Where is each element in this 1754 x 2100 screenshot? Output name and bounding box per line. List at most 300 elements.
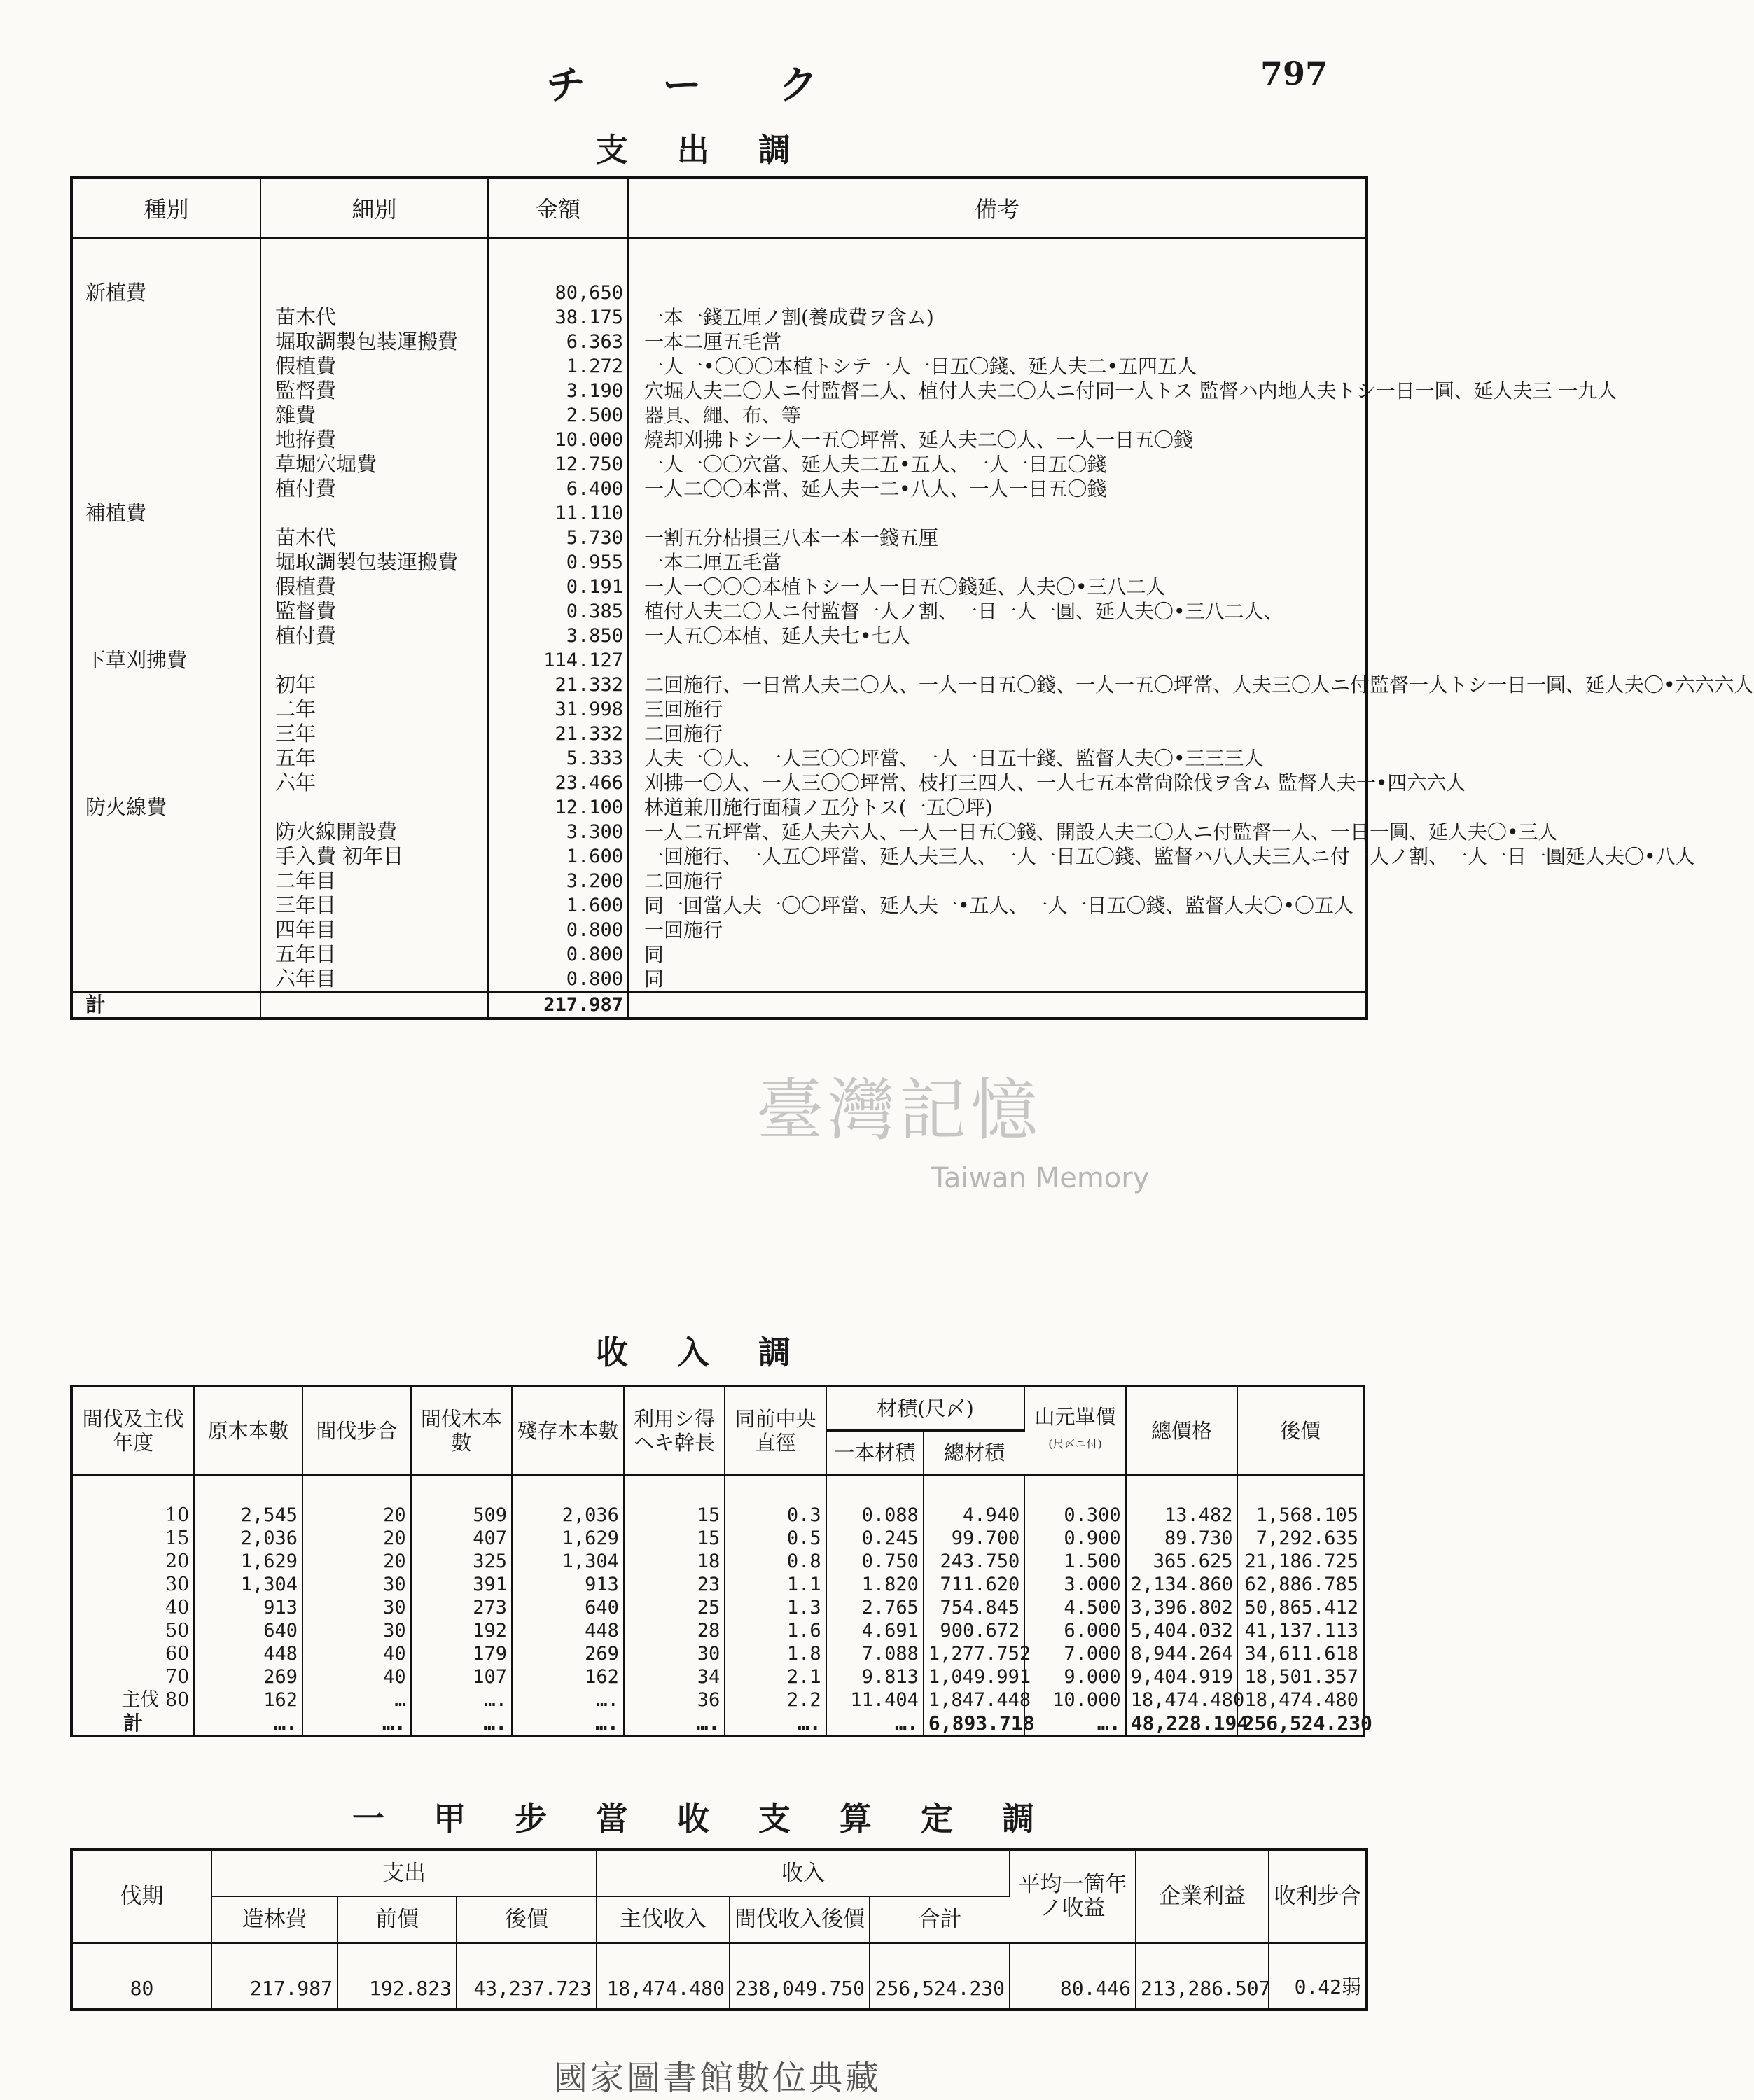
income-cell: 5,404.032 <box>1126 1619 1238 1642</box>
category-cell: 防火線費 <box>71 795 260 820</box>
income-cell: 21,186.725 <box>1244 1550 1358 1572</box>
summary-cell: 213,286.507 <box>1136 1943 1269 2010</box>
expense-row <box>71 599 1367 624</box>
income-cell: 20 <box>71 1550 194 1573</box>
note-cell: 一割五分枯損三八本一本一錢五厘 <box>644 526 939 550</box>
income-cell: 448 <box>512 1619 624 1642</box>
income-cell: 7,292.635 <box>1255 1527 1358 1549</box>
expense-row <box>71 795 1367 820</box>
summary-header-row <box>71 1849 1367 1896</box>
amount-cell: 217.987 <box>488 992 628 1018</box>
income-cell: 1,049.991 <box>924 1665 1024 1688</box>
subcategory-cell: 植付費 <box>260 477 488 501</box>
subcategory-cell: 二年目 <box>260 869 488 893</box>
income-cell: 34 <box>624 1665 725 1688</box>
note-cell: 二回施行 <box>644 722 723 746</box>
col-header: 企業利益 <box>1136 1849 1269 1943</box>
income-cell: 18 <box>624 1550 725 1573</box>
note-cell: 器具、繩、布、等 <box>644 404 802 427</box>
income-cell: 365.625 <box>1126 1550 1238 1573</box>
income-cell: 1.820 <box>826 1573 924 1596</box>
watermark-subtitle: Taiwan Memory <box>931 1162 1150 1194</box>
col-header: 間伐步合 <box>302 1386 411 1475</box>
note-cell <box>628 992 1367 1018</box>
income-cell: 0.900 <box>1024 1527 1125 1550</box>
note-cell: 三回施行 <box>644 698 723 721</box>
income-cell: 2,134.860 <box>1126 1573 1238 1596</box>
income-cell: 99.700 <box>924 1527 1024 1550</box>
note-cell: 穴堀人夫二〇人ニ付監督二人、植付人夫二〇人ニ付同一人トス 監督ハ内地人夫トシ一日一圓、延人夫三 一九人 <box>644 379 1617 402</box>
income-row <box>71 1550 1364 1573</box>
category-cell <box>71 452 260 477</box>
expense-row <box>71 550 1367 575</box>
income-cell: 0.750 <box>826 1550 924 1573</box>
note-cell: 一人二〇〇本當、延人夫一二•八人、一人一日五〇錢 <box>644 477 1107 500</box>
amount-cell: 0.800 <box>488 942 628 967</box>
income-cell: 25 <box>624 1596 725 1619</box>
income-cell: 30 <box>71 1573 194 1596</box>
expense-row <box>71 967 1367 992</box>
subcategory-cell <box>260 992 488 1018</box>
expense-row <box>71 526 1367 550</box>
income-cell: 41,137.113 <box>1244 1620 1358 1642</box>
income-total-cell: …. <box>1024 1712 1125 1736</box>
note-cell: 同 <box>644 967 664 990</box>
income-row <box>71 1619 1364 1642</box>
note-cell: 人夫一〇人、一人三〇〇坪當、一人一日五十錢、監督人夫〇•三三三人 <box>644 747 1264 770</box>
note-cell: 一回施行 <box>644 918 723 941</box>
amount-cell: 5.333 <box>488 746 628 771</box>
summary-table <box>70 1848 1368 2011</box>
col-group-header: 支出 <box>211 1849 597 1896</box>
income-cell: 1,277.752 <box>924 1642 1024 1665</box>
amount-cell: 0.191 <box>488 575 628 599</box>
note-cell: 一本二厘五毛當 <box>644 551 782 574</box>
note-cell: 同一回當人夫一〇〇坪當、延人夫一•五人、一人一日五〇錢、監督人夫〇•〇五人 <box>644 894 1354 917</box>
subcategory-cell: 假植費 <box>260 575 488 599</box>
income-cell: 2,545 <box>194 1475 302 1527</box>
col-header: 主伐收入 <box>597 1896 730 1943</box>
income-cell: 9.000 <box>1024 1665 1125 1688</box>
subcategory-cell <box>260 648 488 673</box>
income-cell: 1,568.105 <box>1255 1504 1358 1526</box>
subcategory-cell: 六年 <box>260 771 488 795</box>
income-cell: …. <box>512 1688 624 1712</box>
income-cell: 754.845 <box>924 1596 1024 1619</box>
note-cell <box>628 501 1367 526</box>
income-cell: 15 <box>624 1475 725 1527</box>
income-cell: 0.300 <box>1024 1475 1125 1527</box>
subcategory-cell: 監督費 <box>260 599 488 624</box>
note-cell <box>628 648 1367 673</box>
col-header: 後價 <box>457 1896 597 1943</box>
income-cell: 20 <box>302 1550 411 1573</box>
amount-cell: 6.400 <box>488 477 628 501</box>
amount-cell: 12.750 <box>488 452 628 477</box>
page-number: 797 <box>1260 55 1328 92</box>
expense-row <box>71 428 1367 452</box>
income-total-row <box>71 1712 1364 1736</box>
col-header: 備考 <box>628 178 1367 238</box>
note-cell: 二回施行 <box>644 869 723 892</box>
col-header: 山元單價 <box>1034 1405 1116 1429</box>
amount-cell: 11.110 <box>488 501 628 526</box>
category-cell <box>71 869 260 893</box>
income-cell: 36 <box>624 1688 725 1712</box>
expense-row <box>71 942 1367 967</box>
income-total-cell: 48,228.194 <box>1126 1712 1238 1736</box>
income-cell: 10 <box>71 1475 194 1527</box>
category-cell <box>71 844 260 869</box>
footer-credit: 國家圖書館數位典藏 <box>553 2059 882 2098</box>
category-cell <box>71 771 260 795</box>
income-cell: 30 <box>302 1573 411 1596</box>
income-cell: 62,886.785 <box>1244 1574 1358 1595</box>
subcategory-cell <box>260 238 488 306</box>
income-cell: 1,629 <box>194 1550 302 1573</box>
income-cell: 243.750 <box>924 1550 1024 1573</box>
income-cell: 4.500 <box>1024 1596 1125 1619</box>
income-cell: 1.1 <box>725 1573 826 1596</box>
category-cell <box>71 305 260 330</box>
amount-cell: 1.272 <box>488 354 628 379</box>
amount-cell: 21.332 <box>488 722 628 746</box>
subcategory-cell: 堀取調製包装運搬費 <box>260 330 488 354</box>
expense-row <box>71 697 1367 722</box>
expense-row <box>71 820 1367 844</box>
category-cell <box>71 918 260 942</box>
income-cell: 30 <box>302 1596 411 1619</box>
note-cell: 一人五〇本植、延人夫七•七人 <box>644 624 911 648</box>
col-header: 收利步合 <box>1269 1849 1367 1943</box>
income-total-cell: …. <box>512 1712 624 1736</box>
page-header <box>0 55 1435 108</box>
category-cell <box>71 477 260 501</box>
subcategory-cell: 植付費 <box>260 624 488 648</box>
income-cell: 2,036 <box>194 1527 302 1550</box>
income-cell: 18,474.480 <box>1126 1688 1238 1712</box>
expense-row <box>71 746 1367 771</box>
col-header: 總材積 <box>924 1431 1024 1475</box>
amount-cell: 80,650 <box>488 238 628 306</box>
expense-row <box>71 771 1367 795</box>
income-cell: 711.620 <box>924 1573 1024 1596</box>
income-row <box>71 1665 1364 1688</box>
expense-row <box>71 869 1367 893</box>
category-cell <box>71 967 260 992</box>
subcategory-cell: 五年 <box>260 746 488 771</box>
income-cell: 640 <box>194 1619 302 1642</box>
col-header: 間伐木本數 <box>411 1386 512 1475</box>
amount-cell: 0.800 <box>488 918 628 942</box>
category-cell <box>71 624 260 648</box>
amount-cell: 21.332 <box>488 673 628 697</box>
category-cell <box>71 575 260 599</box>
col-header-unit-price <box>1024 1386 1125 1475</box>
income-row <box>71 1688 1364 1712</box>
summary-cell: 192.823 <box>337 1943 457 2010</box>
category-cell <box>71 403 260 428</box>
amount-cell: 0.385 <box>488 599 628 624</box>
summary-cell: 80 <box>71 1943 211 2010</box>
category-cell <box>71 428 260 452</box>
amount-cell: 12.100 <box>488 795 628 820</box>
income-cell: 448 <box>194 1642 302 1665</box>
income-cell: 23 <box>624 1573 725 1596</box>
col-header: 利用シ得ヘキ幹長 <box>624 1386 725 1475</box>
expense-row <box>71 624 1367 648</box>
amount-cell: 0.955 <box>488 550 628 575</box>
category-cell <box>71 379 260 403</box>
income-cell: 30 <box>624 1642 725 1665</box>
income-cell: 391 <box>411 1573 512 1596</box>
income-cell: 2.765 <box>826 1596 924 1619</box>
income-cell: 913 <box>194 1596 302 1619</box>
income-cell: 179 <box>411 1642 512 1665</box>
col-header: 總價格 <box>1126 1386 1238 1475</box>
subcategory-cell: 監督費 <box>260 379 488 403</box>
income-title: 收入調 <box>596 1334 840 1371</box>
summary-cell: 43,237.723 <box>457 1943 597 2010</box>
col-header: 平均一箇年ノ收益 <box>1010 1849 1136 1943</box>
summary-title: 一甲步當收支算定調 <box>352 1800 1083 1837</box>
col-header: 間伐及主伐年度 <box>71 1386 194 1475</box>
subcategory-cell: 手入費 初年目 <box>260 844 488 869</box>
amount-cell: 0.800 <box>488 967 628 992</box>
income-row <box>71 1573 1364 1596</box>
income-cell: 269 <box>194 1665 302 1688</box>
unit-note: (尺〆ニ付) <box>1048 1437 1102 1450</box>
expense-row <box>71 844 1367 869</box>
category-cell: 新植費 <box>71 238 260 306</box>
income-cell: 1,629 <box>512 1527 624 1550</box>
income-row <box>71 1527 1364 1550</box>
category-cell <box>71 330 260 354</box>
income-cell: 10.000 <box>1024 1688 1125 1712</box>
subcategory-cell: 草堀穴堀費 <box>260 452 488 477</box>
subcategory-cell: 二年 <box>260 697 488 722</box>
amount-cell: 23.466 <box>488 771 628 795</box>
summary-row <box>71 1943 1367 2010</box>
amount-cell: 114.127 <box>488 648 628 673</box>
subcategory-cell: 假植費 <box>260 354 488 379</box>
income-cell: 1.6 <box>725 1619 826 1642</box>
category-cell <box>71 354 260 379</box>
income-total-cell: …. <box>725 1712 826 1736</box>
category-cell <box>71 893 260 918</box>
income-total-cell: …. <box>826 1712 924 1736</box>
col-header: 造林費 <box>211 1896 337 1943</box>
expense-row <box>71 673 1367 697</box>
summary-cell: 238,049.750 <box>730 1943 870 2010</box>
note-cell: 一本二厘五毛當 <box>644 330 782 354</box>
income-cell: 2,036 <box>512 1475 624 1527</box>
income-cell: 18,501.357 <box>1244 1666 1358 1688</box>
expense-row <box>71 354 1367 379</box>
col-group-header: 收入 <box>597 1849 1010 1896</box>
income-cell: 28 <box>624 1619 725 1642</box>
expense-row <box>71 305 1367 330</box>
amount-cell: 1.600 <box>488 893 628 918</box>
income-cell: 34,611.618 <box>1244 1643 1358 1665</box>
expense-row <box>71 575 1367 599</box>
note-cell: 一回施行、一人五〇坪當、延人夫三人、一人一日五〇錢、監督ハ八人夫三人ニ付一人ノ割、一人一日一圓延人夫〇•八人 <box>644 845 1695 868</box>
subcategory-cell: 苗木代 <box>260 526 488 550</box>
expense-table <box>70 176 1754 1020</box>
category-cell <box>71 820 260 844</box>
col-header: 間伐收入後價 <box>730 1896 870 1943</box>
income-cell: 9.813 <box>826 1665 924 1688</box>
amount-cell: 38.175 <box>488 305 628 330</box>
subcategory-cell: 四年目 <box>260 918 488 942</box>
income-cell: 1,847.448 <box>924 1688 1024 1712</box>
income-cell: 7.000 <box>1024 1642 1125 1665</box>
income-cell: 6.000 <box>1024 1619 1125 1642</box>
subcategory-cell: 地拵費 <box>260 428 488 452</box>
amount-cell: 3.200 <box>488 869 628 893</box>
income-total-cell: …. <box>624 1712 725 1736</box>
note-cell: 一人一•〇〇〇本植トシテ一人一日五〇錢、延人夫二•五四五人 <box>644 355 1197 378</box>
income-cell: 8,944.264 <box>1126 1642 1238 1665</box>
income-cell: 1,304 <box>194 1573 302 1596</box>
amount-cell: 3.850 <box>488 624 628 648</box>
col-header: 前價 <box>337 1896 457 1943</box>
income-row <box>71 1475 1364 1527</box>
expense-total-row <box>71 992 1367 1018</box>
category-cell <box>71 746 260 771</box>
income-cell: 50 <box>71 1619 194 1642</box>
income-cell: 40 <box>71 1596 194 1619</box>
col-header: 原木本數 <box>194 1386 302 1475</box>
income-cell: 主伐 80 <box>71 1688 194 1712</box>
amount-cell: 31.998 <box>488 697 628 722</box>
amount-cell: 5.730 <box>488 526 628 550</box>
income-cell: 89.730 <box>1126 1527 1238 1550</box>
subcategory-cell <box>260 501 488 526</box>
subcategory-cell: 堀取調製包装運搬費 <box>260 550 488 575</box>
amount-cell: 6.363 <box>488 330 628 354</box>
income-cell: 70 <box>71 1665 194 1688</box>
income-cell: 900.672 <box>924 1619 1024 1642</box>
subcategory-cell: 苗木代 <box>260 305 488 330</box>
category-cell <box>71 697 260 722</box>
col-header: 細別 <box>260 178 488 238</box>
note-cell <box>628 238 1367 306</box>
amount-cell: 10.000 <box>488 428 628 452</box>
note-cell: 林道兼用施行面積ノ五分トス(一五〇坪) <box>644 796 993 819</box>
running-title: チーク <box>546 62 895 108</box>
income-cell: 192 <box>411 1619 512 1642</box>
income-cell: 162 <box>512 1665 624 1688</box>
income-cell: … <box>302 1688 411 1712</box>
income-cell: 0.5 <box>725 1527 826 1550</box>
subcategory-cell: 防火線開設費 <box>260 820 488 844</box>
category-cell: 下草刈拂費 <box>71 648 260 673</box>
income-cell: 20 <box>302 1475 411 1527</box>
income-total-cell: …. <box>302 1712 411 1736</box>
income-cell: 407 <box>411 1527 512 1550</box>
income-row <box>71 1596 1364 1619</box>
expense-row <box>71 648 1367 673</box>
expense-row <box>71 722 1367 746</box>
income-cell: 913 <box>512 1573 624 1596</box>
income-cell: 273 <box>411 1596 512 1619</box>
income-cell: 7.088 <box>826 1642 924 1665</box>
income-cell: 2.1 <box>725 1665 826 1688</box>
income-table <box>70 1385 1372 1737</box>
category-cell <box>71 722 260 746</box>
amount-cell: 2.500 <box>488 403 628 428</box>
note-cell: 同 <box>644 943 664 966</box>
income-total-cell: 256,524.230 <box>1242 1712 1372 1735</box>
income-cell: 269 <box>512 1642 624 1665</box>
income-cell: 40 <box>302 1642 411 1665</box>
note-cell: 燒却刈拂トシ一人一五〇坪當、延人夫二〇人、一人一日五〇錢 <box>644 428 1194 451</box>
income-cell: 9,404.919 <box>1126 1665 1238 1688</box>
expense-row <box>71 501 1367 526</box>
col-header: 合計 <box>870 1896 1010 1943</box>
category-cell <box>71 599 260 624</box>
col-header: 殘存木本數 <box>512 1386 624 1475</box>
col-header: 一本材積 <box>826 1431 924 1475</box>
col-header: 同前中央直徑 <box>725 1386 826 1475</box>
col-header: 伐期 <box>71 1849 211 1943</box>
income-cell: …. <box>411 1688 512 1712</box>
note-cell: 植付人夫二〇人ニ付監督一人ノ割、一日一人一圓、延人夫〇•三八二人、 <box>644 600 1283 623</box>
income-cell: 0.088 <box>826 1475 924 1527</box>
income-cell: 107 <box>411 1665 512 1688</box>
summary-cell: 256,524.230 <box>870 1943 1010 2010</box>
subcategory-cell <box>260 795 488 820</box>
col-header: 後價 <box>1237 1386 1364 1475</box>
category-cell: 補植費 <box>71 501 260 526</box>
income-cell: 162 <box>194 1688 302 1712</box>
income-header-row <box>71 1386 1364 1431</box>
income-total-cell: …. <box>194 1712 302 1736</box>
category-cell <box>71 942 260 967</box>
income-cell: 4.691 <box>826 1619 924 1642</box>
watermark-logo: 臺灣記憶 <box>756 1071 1042 1149</box>
income-cell: 15 <box>71 1527 194 1550</box>
col-group-header: 材積(尺〆) <box>826 1386 1025 1431</box>
income-cell: 2.2 <box>725 1688 826 1712</box>
income-cell: 60 <box>71 1642 194 1665</box>
income-cell: 20 <box>302 1527 411 1550</box>
summary-cell: 80.446 <box>1010 1943 1136 2010</box>
category-cell <box>71 526 260 550</box>
category-cell <box>71 550 260 575</box>
amount-cell: 3.190 <box>488 379 628 403</box>
income-cell: 50,865.412 <box>1244 1597 1358 1618</box>
income-cell: 0.245 <box>826 1527 924 1550</box>
summary-cell: 18,474.480 <box>597 1943 730 2010</box>
subcategory-cell: 雜費 <box>260 403 488 428</box>
income-cell: 1.500 <box>1024 1550 1125 1573</box>
income-cell: 3,396.802 <box>1126 1596 1238 1619</box>
note-cell: 一人一〇〇穴當、延人夫二五•五人、一人一日五〇錢 <box>644 453 1107 476</box>
income-cell: 1.8 <box>725 1642 826 1665</box>
income-cell: 3.000 <box>1024 1573 1125 1596</box>
subcategory-cell: 三年目 <box>260 893 488 918</box>
income-cell: 0.3 <box>725 1475 826 1527</box>
expense-row <box>71 918 1367 942</box>
amount-cell: 3.300 <box>488 820 628 844</box>
income-cell: 0.8 <box>725 1550 826 1573</box>
expense-header-row <box>71 178 1367 238</box>
expense-row <box>71 452 1367 477</box>
col-header: 金額 <box>488 178 628 238</box>
summary-cell: 217.987 <box>211 1943 337 2010</box>
